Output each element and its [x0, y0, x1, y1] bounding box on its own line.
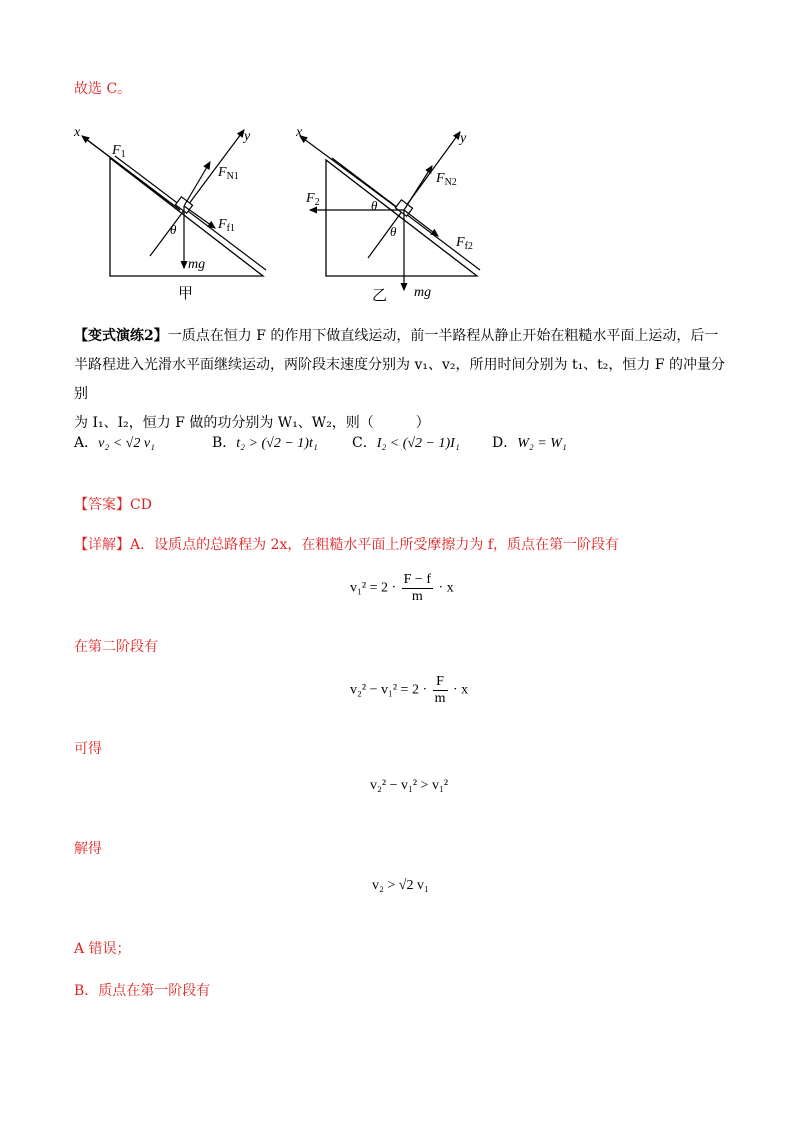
jiede-text: 解得 [74, 841, 102, 857]
figure-right [295, 125, 480, 304]
equation-4: v₂ > √2 v₁ [372, 878, 429, 893]
fn1-label: $F_{N1}$ [218, 165, 239, 182]
fn2-label: $F_{N2}$ [436, 171, 457, 188]
a-wrong-text: A 错误； [74, 941, 131, 957]
b-stage-text: B．质点在第一阶段有 [74, 983, 211, 999]
y-label-left: y [244, 129, 251, 144]
conclusion-text: 故选 C。 [74, 81, 132, 97]
equation-1: v₁² = 2 · $\frac{F - f}{m}$ · x [350, 572, 454, 604]
friction-arrow-right [404, 210, 438, 236]
option-b[interactable]: B．t₂ > (√2 − 1)t₁ [212, 435, 318, 451]
theta-left: θ [170, 222, 177, 237]
question-tag: 【变式演练2】 [74, 328, 168, 344]
answer-value: CD [130, 497, 152, 513]
figure-left [73, 125, 266, 302]
x-label-right: x [296, 125, 303, 140]
question-line-1: 【变式演练2】一质点在恒力 F 的作用下做直线运动，前一半路程从静止开始在粗糙水平面上运动，后一 [74, 328, 719, 344]
slope-edge-left [115, 156, 266, 270]
mg-right: mg [414, 285, 432, 300]
answer-line: 【答案】CD [74, 497, 152, 513]
incline-left [110, 158, 263, 276]
x-label-left: x [74, 125, 81, 140]
option-c[interactable]: C．I₂ < (√2 − 1)I₁ [352, 435, 460, 451]
option-d[interactable]: D．W₂ = W₁ [492, 435, 567, 451]
friction-arrow-left [184, 206, 215, 228]
equation-3: v₂² − v₁² > v₁² [370, 778, 449, 793]
normal-force-arrow-left [184, 162, 210, 206]
option-a[interactable]: A．v₂ < √2 v₁ [74, 435, 155, 451]
question-block [74, 322, 734, 438]
force-diagrams [60, 118, 500, 308]
stage-2-text: 在第二阶段有 [74, 639, 158, 655]
y-label-right: y [460, 131, 467, 146]
normal-force-arrow-right [404, 166, 432, 210]
caption-yi: 乙 [372, 288, 388, 304]
caption-jia: 甲 [178, 286, 194, 302]
mg-left: mg [188, 257, 206, 272]
ff2-label: $F_{f2}$ [456, 235, 473, 252]
question-line-3: 为 I₁、I₂，恒力 F 做的功分别为 W₁、W₂，则（ ） [74, 415, 430, 431]
f1-label: $F_1$ [112, 143, 126, 160]
equation-2: v₂² − v₁² = 2 · $\frac{F}{m}$ · x [350, 674, 469, 706]
theta-right-upper: θ [371, 198, 378, 213]
solution-line-1: 【详解】A．设质点的总路程为 2x，在粗糙水平面上所受摩擦力为 f，质点在第一阶段有 [74, 537, 619, 553]
ff1-label: $F_{f1}$ [218, 217, 235, 234]
f2-label: $F_2$ [306, 191, 320, 208]
question-line-2: 半路程进入光滑水平面继续运动，两阶段末速度分别为 v₁、v₂，所用时间分别为 t₁、t₂，恒力 F 的冲量分别 [74, 357, 726, 402]
kede-text: 可得 [74, 741, 102, 757]
theta-right-lower: θ [390, 224, 397, 239]
